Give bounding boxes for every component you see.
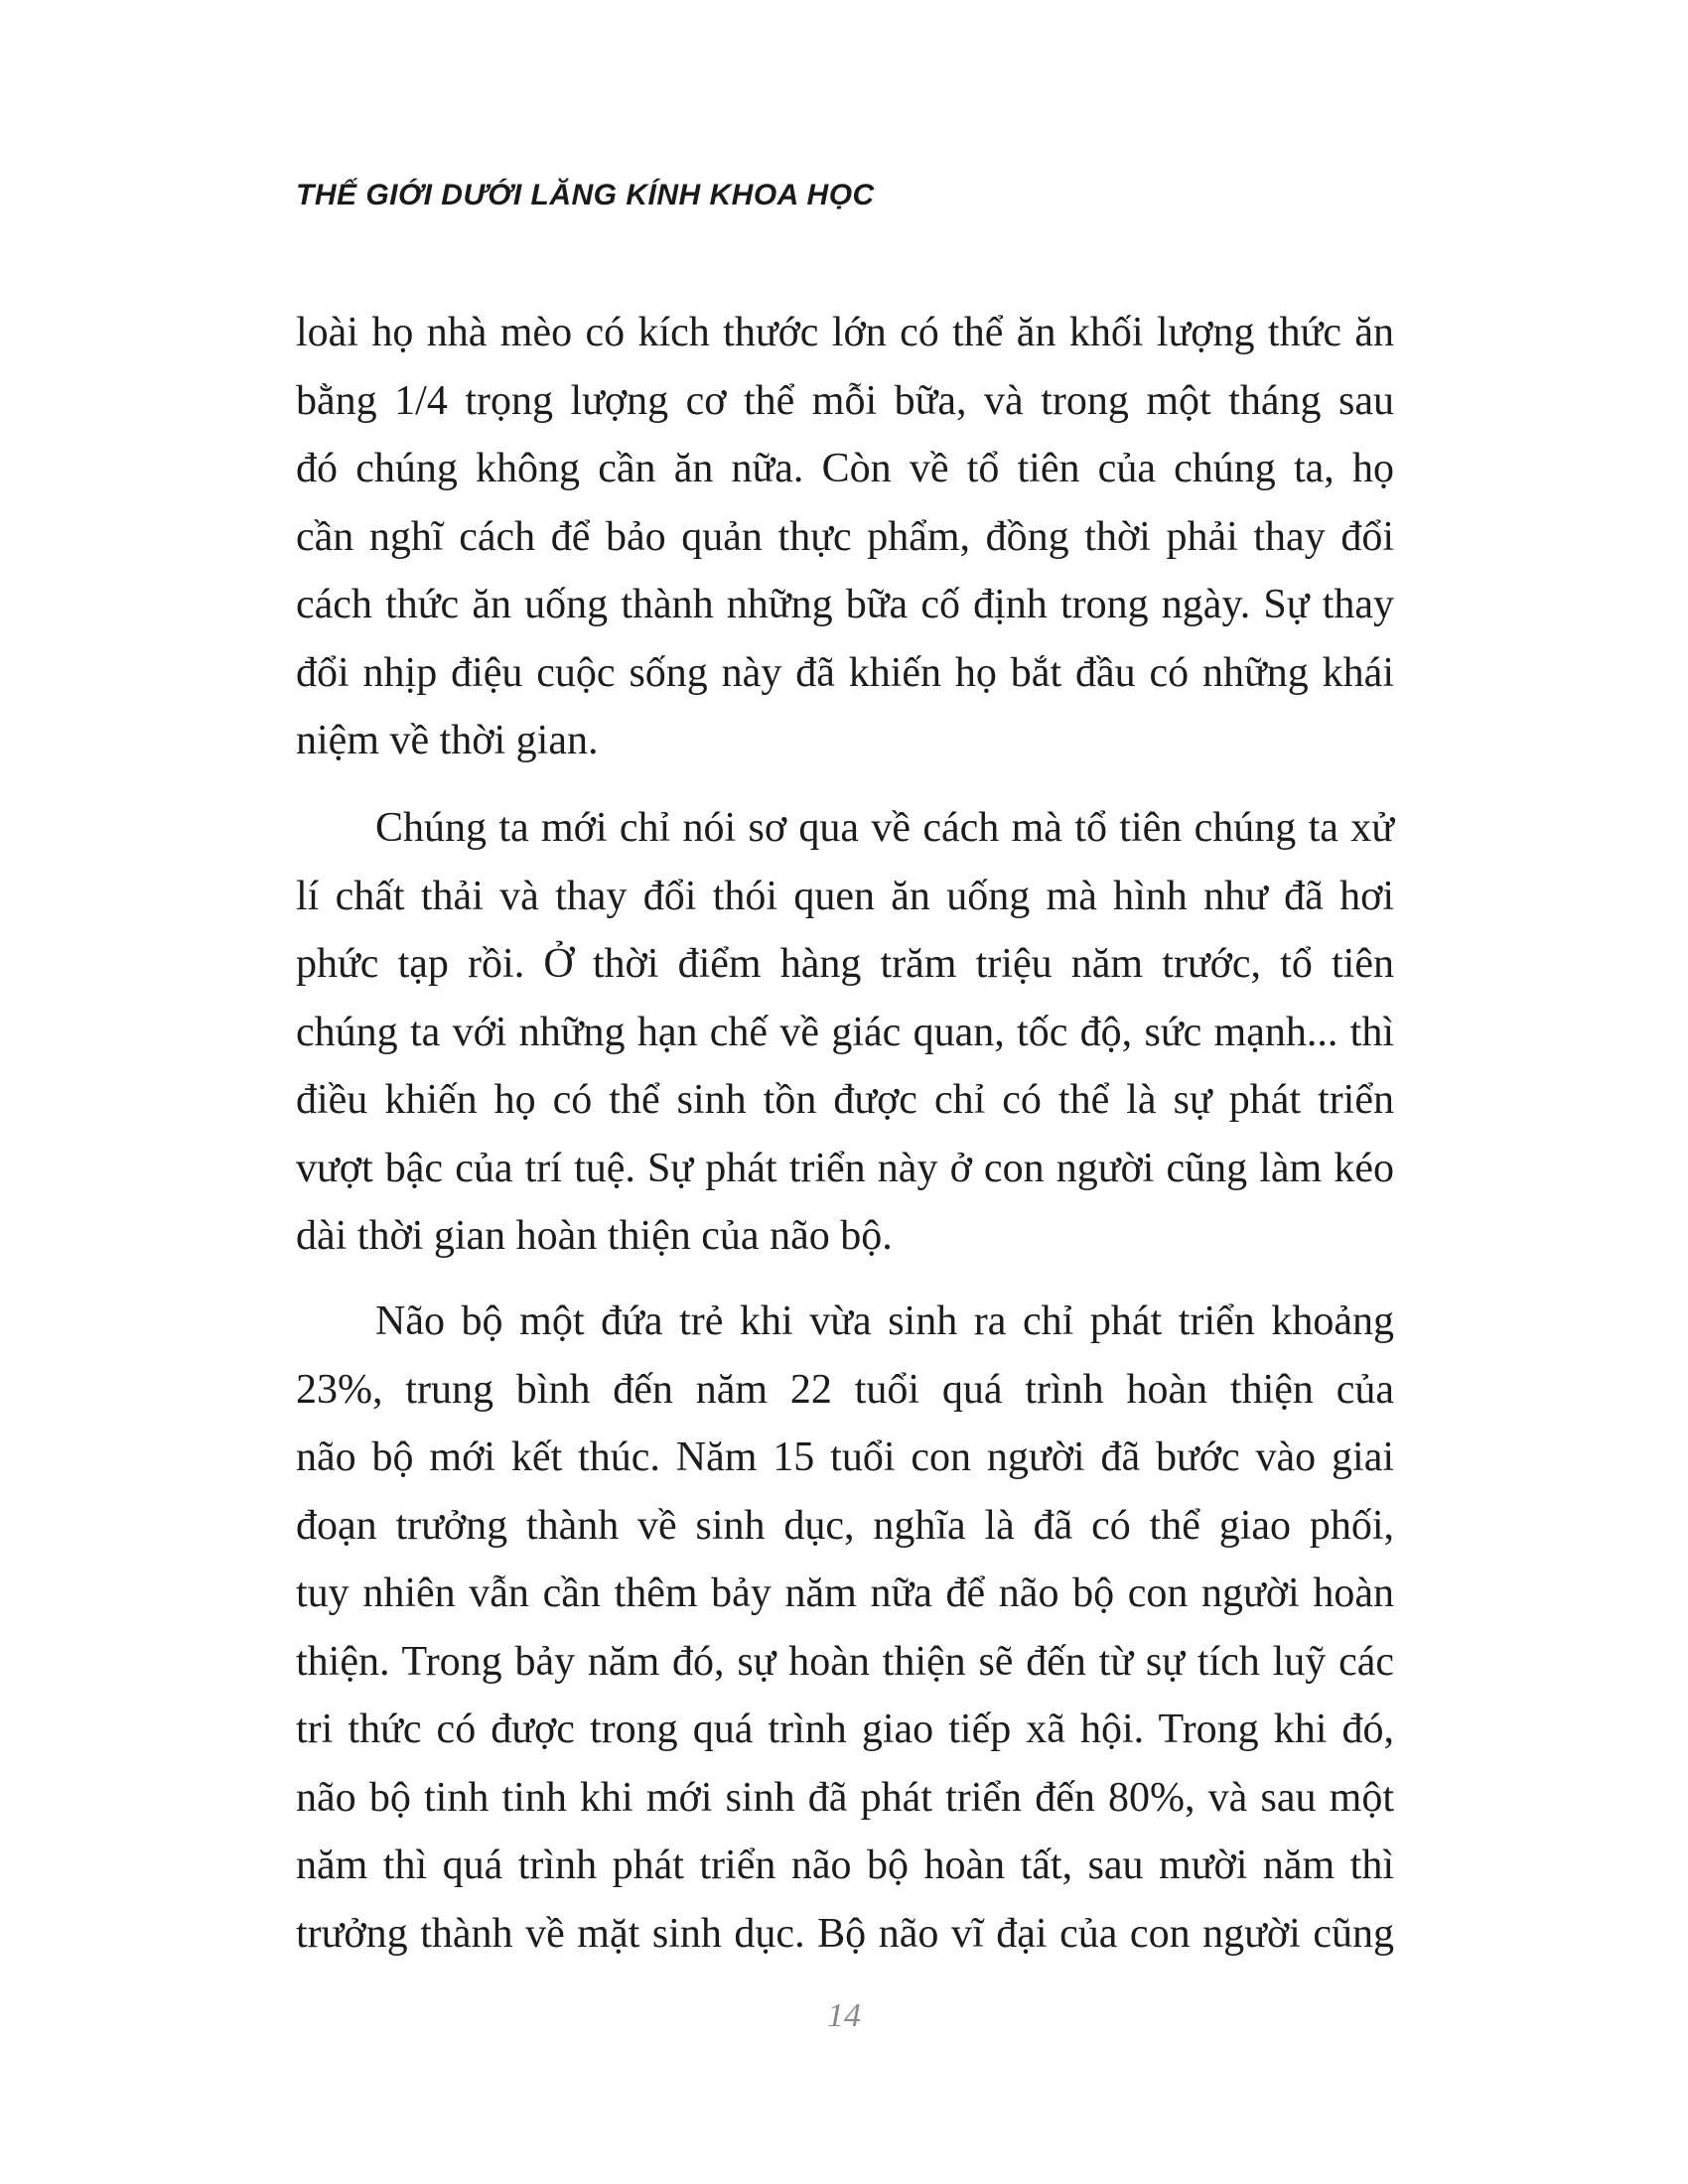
text-line: Não bộ một đứa trẻ khi vừa sinh ra chỉ phát triển khoảng [375,1298,1394,1344]
text-line: năm thì quá trình phát triển não bộ hoàn tất, sau mười năm thì [296,1843,1394,1888]
paragraph-2 [296,794,1394,1271]
text-line: điều khiến họ có thể sinh tồn được chỉ có thể là sự phát triển [296,1077,1394,1123]
text-line: dài thời gian hoàn thiện của não bộ. [296,1213,893,1259]
text-line: đó chúng không cần ăn nữa. Còn về tổ tiên của chúng ta, họ [296,446,1394,491]
text-line: cần nghĩ cách để bảo quản thực phẩm, đồng thời phải thay đổi [296,513,1394,560]
text-line: đổi nhịp điệu cuộc sống này đã khiến họ bắt đầu có những khái [296,649,1394,696]
text-line: 23%, trung bình đến năm 22 tuổi quá trình hoàn thiện của [296,1366,1394,1413]
text-line: não bộ tinh tinh khi mới sinh đã phát triển đến 80%, và sau một [296,1774,1394,1821]
text-line: tri thức có được trong quá trình giao tiếp xã hội. Trong khi đó, [296,1706,1394,1752]
text-line: loài họ nhà mèo có kích thước lớn có thể ăn khối lượng thức ăn [296,310,1394,355]
text-line: niệm về thời gian. [296,718,599,763]
text-line: tuy nhiên vẫn cần thêm bảy năm nữa để não bộ con người hoàn [296,1570,1394,1616]
text-line: cách thức ăn uống thành những bữa cố định trong ngày. Sự thay [296,582,1394,627]
text-line: chúng ta với những hạn chế về giác quan, tốc độ, sức mạnh... thì [296,1009,1394,1055]
text-line: bằng 1/4 trọng lượng cơ thể mỗi bữa, và trong một tháng sau [296,377,1394,424]
text-line: lí chất thải và thay đổi thói quen ăn uống mà hình như đã hơi [296,873,1394,919]
text-line: vượt bậc của trí tuệ. Sự phát triển này ở con người cũng làm kéo [296,1145,1394,1191]
page-number: 14 [827,1997,861,2034]
text-line: phức tạp rồi. Ở thời điểm hàng trăm triệu năm trước, tổ tiên [296,941,1394,987]
text-line: não bộ mới kết thúc. Năm 15 tuổi con người đã bước vào giai [296,1434,1394,1480]
text-line: đoạn trưởng thành về sinh dục, nghĩa là đã có thể giao phối, [296,1502,1394,1549]
paragraph-3 [296,1288,1394,1968]
paragraph-1 [296,299,1394,775]
text-line: trưởng thành về mặt sinh dục. Bộ não vĩ đại của con người cũng [296,1910,1394,1957]
text-line: Chúng ta mới chỉ nói sơ qua về cách mà tổ tiên chúng ta xử [375,805,1394,851]
text-line: thiện. Trong bảy năm đó, sự hoàn thiện sẽ đến từ sự tích luỹ các [296,1638,1394,1685]
running-header: THẾ GIỚI DƯỚI LĂNG KÍNH KHOA HỌC [296,179,875,211]
